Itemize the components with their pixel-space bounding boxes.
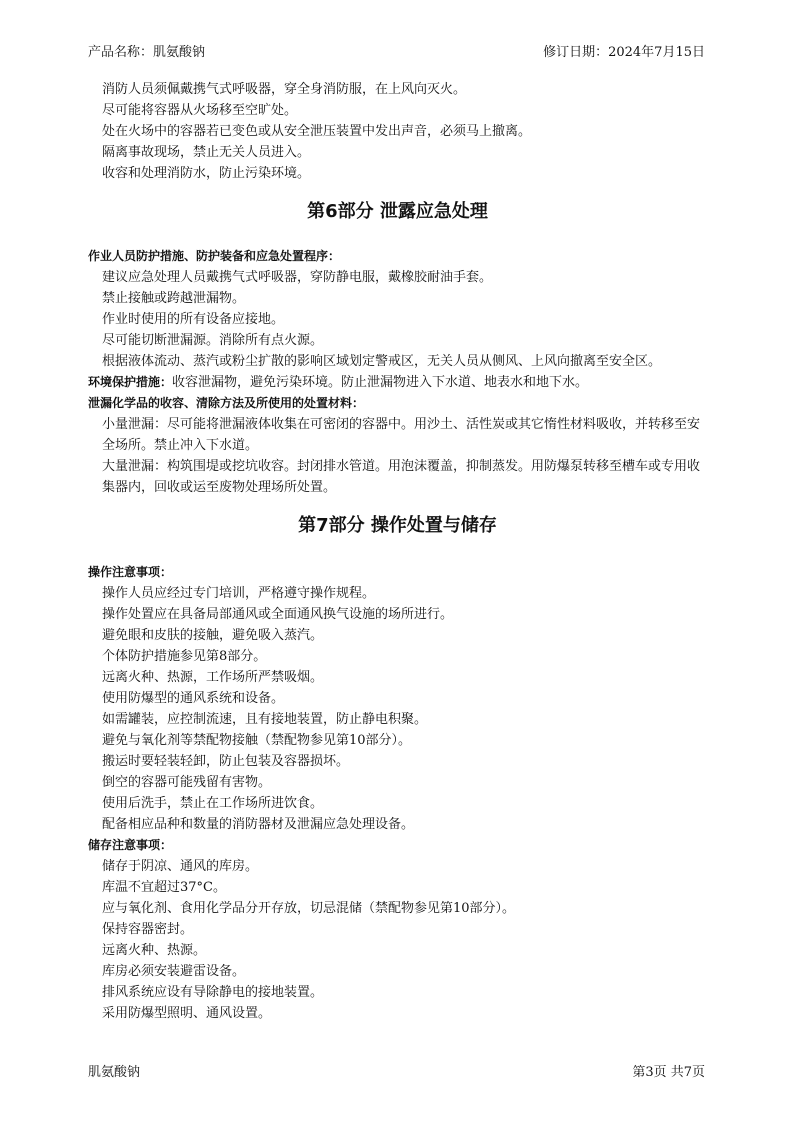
- operation-label: 操作注意事项：: [88, 565, 173, 579]
- section-7-body: [88, 562, 707, 1024]
- personal-protection-line: 根据液体流动、蒸汽或粉尘扩散的影响区域划定警戒区，无关人员从侧风、上风向撤离至安全区。: [102, 354, 662, 369]
- storage-label: 储存注意事项：: [88, 838, 173, 852]
- storage-line: 库温不宜超过37°C。: [102, 880, 226, 895]
- storage-line: 采用防爆型照明、通风设置。: [102, 1006, 272, 1021]
- personal-protection-line: 作业时使用的所有设备应接地。: [102, 312, 285, 327]
- personal-protection-label: 作业人员防护措施、防护装备和应急处置程序：: [88, 249, 341, 263]
- operation-line: 搬运时要轻装轻卸，防止包装及容器损坏。: [102, 754, 350, 769]
- intro-line: 处在火场中的容器若已变色或从安全泄压装置中发出声音，必须马上撤离。: [102, 124, 532, 139]
- operation-line: 操作人员应经过专门培训，严格遵守操作规程。: [102, 586, 376, 601]
- environment-protection: [88, 372, 707, 393]
- environment-protection-text: 收容泄漏物，避免污染环境。防止泄漏物进入下水道、地表水和地下水。: [172, 375, 589, 390]
- personal-protection-line: 禁止接触或跨越泄漏物。: [102, 291, 246, 306]
- personal-protection-line: 尽可能切断泄漏源。消除所有点火源。: [102, 333, 324, 348]
- intro-line: 消防人员须佩戴携气式呼吸器，穿全身消防服，在上风向灭火。: [102, 82, 467, 97]
- section-7-title: 第7部分 操作处置与储存: [298, 515, 497, 536]
- operation-line: 使用防爆型的通风系统和设备。: [102, 691, 285, 706]
- footer-product: 肌氨酸钠: [88, 1065, 141, 1080]
- header-revision-date: 修订日期：2024年7月15日: [543, 45, 705, 60]
- page-footer: [88, 1065, 705, 1081]
- section-6-body: [88, 246, 707, 498]
- footer-page-number: 第3页 共7页: [632, 1065, 705, 1080]
- operation-line: 避免眼和皮肤的接触，避免吸入蒸汽。: [102, 628, 324, 643]
- storage-line: 应与氧化剂、食用化学品分开存放，切忌混储（禁配物参见第10部分）。: [102, 901, 516, 916]
- operation-line: 避免与氧化剂等禁配物接触（禁配物参见第10部分）。: [102, 733, 412, 748]
- storage-line: 库房必须安装避雷设备。: [102, 964, 246, 979]
- storage-line: 排风系统应设有导除静电的接地装置。: [102, 985, 324, 1000]
- page-header: [88, 45, 705, 61]
- personal-protection-line: 建议应急处理人员戴携气式呼吸器，穿防静电服，戴橡胶耐油手套。: [102, 270, 493, 285]
- intro-line: 隔离事故现场，禁止无关人员进入。: [102, 145, 311, 160]
- operation-line: 配备相应品种和数量的消防器材及泄漏应急处理设备。: [102, 817, 415, 832]
- storage-line: 保持容器密封。: [102, 922, 194, 937]
- operation-line: 个体防护措施参见第8部分。: [102, 649, 267, 664]
- intro-line: 尽可能将容器从火场移至空旷处。: [102, 103, 298, 118]
- intro-line: 收容和处理消防水，防止污染环境。: [102, 166, 311, 181]
- small-spill-text: 小量泄漏：尽可能将泄漏液体收集在可密闭的容器中。用沙土、活性炭或其它惰性材料吸收，并转移至安全场所。禁止冲入下水道。: [102, 417, 701, 453]
- document-body: [88, 79, 707, 1024]
- storage-line: 储存于阴凉、通风的库房。: [102, 859, 259, 874]
- operation-line: 如需罐装，应控制流速，且有接地装置，防止静电积聚。: [102, 712, 428, 727]
- header-product-name: 产品名称：肌氨酸钠: [88, 45, 206, 60]
- large-spill-text: 大量泄漏：构筑围堤或挖坑收容。封闭排水管道。用泡沫覆盖，抑制蒸发。用防爆泵转移至槽车或专用收集器内，回收或运至废物处理场所处置。: [102, 459, 701, 495]
- operation-line: 倒空的容器可能残留有害物。: [102, 775, 272, 790]
- operation-line: 使用后洗手，禁止在工作场所进饮食。: [102, 796, 324, 811]
- operation-line: 远离火种、热源，工作场所严禁吸烟。: [102, 670, 324, 685]
- containment-label: 泄漏化学品的收容、清除方法及所使用的处置材料：: [88, 396, 365, 410]
- section-6-title: 第6部分 泄露应急处理: [307, 201, 488, 222]
- operation-line: 操作处置应在具备局部通风或全面通风换气设施的场所进行。: [102, 607, 454, 622]
- environment-protection-label: 环境保护措施：: [88, 375, 173, 389]
- storage-line: 远离火种、热源。: [102, 943, 207, 958]
- intro-block: [88, 79, 707, 184]
